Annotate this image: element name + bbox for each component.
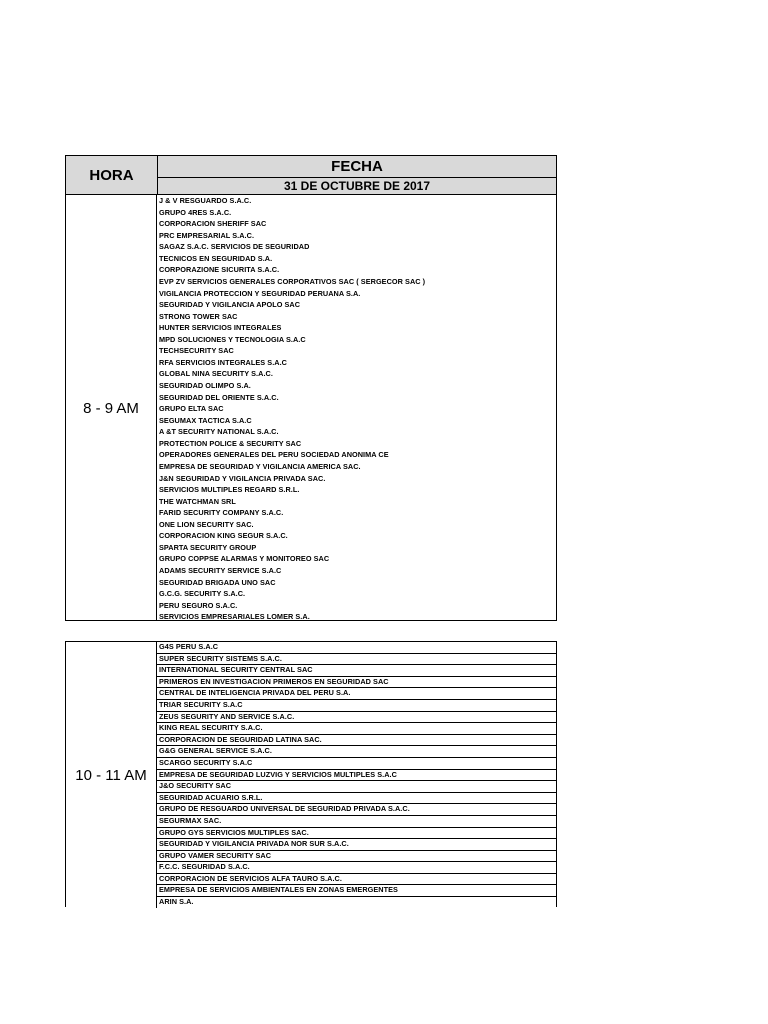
company-row: GLOBAL NINA SECURITY S.A.C. [159, 369, 273, 379]
company-row: SAGAZ S.A.C. SERVICIOS DE SEGURIDAD [159, 242, 310, 252]
company-row: SUPER SECURITY SISTEMS S.A.C. [157, 654, 556, 666]
fecha-header-group [158, 156, 556, 194]
time-block-2 [66, 642, 556, 908]
company-row: EMPRESA DE SEGURIDAD LUZVIG Y SERVICIOS MULTIPLES S.A.C [157, 770, 556, 782]
hora-header: HORA [66, 156, 158, 194]
company-row: MPD SOLUCIONES Y TECNOLOGIA S.A.C [159, 334, 306, 344]
schedule-table-1 [65, 155, 557, 621]
company-row: HUNTER SERVICIOS INTEGRALES [159, 323, 282, 333]
company-row: STRONG TOWER SAC [159, 311, 238, 321]
company-row: CORPORAZIONE SICURITA S.A.C. [159, 265, 280, 275]
company-row: TECHSECURITY SAC [159, 346, 234, 356]
fecha-header: FECHA [158, 156, 556, 178]
company-row: GRUPO VAMER SECURITY SAC [157, 851, 556, 863]
company-row: SCARGO SECURITY S.A.C [157, 758, 556, 770]
company-row: PRC EMPRESARIAL S.A.C. [159, 230, 255, 240]
company-row: J&O SECURITY SAC [157, 781, 556, 793]
company-row: ONE LION SECURITY SAC. [159, 519, 254, 529]
company-row: SEGURIDAD ACUARIO S.R.L. [157, 793, 556, 805]
company-row: SEGUMAX TACTICA S.A.C [159, 415, 252, 425]
company-row: CORPORACION SHERIFF SAC [159, 219, 267, 229]
company-row: G.C.G. SECURITY S.A.C. [159, 589, 246, 599]
company-row: OPERADORES GENERALES DEL PERU SOCIEDAD ANONIMA CE [159, 450, 389, 460]
company-row: CORPORACION KING SEGUR S.A.C. [159, 531, 288, 541]
time-slot-label: 8 - 9 AM [66, 195, 157, 621]
company-row: G4S PERU S.A.C [157, 642, 556, 654]
company-row: A &T SECURITY NATIONAL S.A.C. [159, 427, 279, 437]
company-row: SEGURIDAD OLIMPO S.A. [159, 381, 251, 390]
company-row: CORPORACION DE SERVICIOS ALFA TAURO S.A.C. [157, 874, 556, 886]
schedule-table-2 [65, 641, 557, 907]
company-row: J&N SEGURIDAD Y VIGILANCIA PRIVADA SAC. [159, 473, 326, 483]
company-row: G&G GENERAL SERVICE S.A.C. [157, 746, 556, 758]
company-row: SPARTA SECURITY GROUP [159, 542, 257, 552]
table-header [66, 156, 556, 195]
company-row: KING REAL SECURITY S.A.C. [157, 723, 556, 735]
company-list [157, 642, 556, 908]
company-row: PRIMEROS EN INVESTIGACION PRIMEROS EN SEGURIDAD SAC [157, 677, 556, 689]
company-row: EMPRESA DE SERVICIOS AMBIENTALES EN ZONAS EMERGENTES [157, 885, 556, 897]
time-slot-label: 10 - 11 AM [66, 642, 157, 908]
company-row: EMPRESA DE SEGURIDAD Y VIGILANCIA AMERICA SAC. [159, 461, 361, 471]
company-row: GRUPO 4RES S.A.C. [159, 207, 232, 217]
company-row: SEGURMAX SAC. [157, 816, 556, 828]
company-row: PROTECTION POLICE & SECURITY SAC [159, 438, 302, 448]
company-row: SEGURIDAD DEL ORIENTE S.A.C. [159, 392, 279, 402]
company-row: GRUPO GYS SERVICIOS MULTIPLES SAC. [157, 828, 556, 840]
company-row: SEGURIDAD Y VIGILANCIA PRIVADA NOR SUR S.A.C. [157, 839, 556, 851]
company-row: CENTRAL DE INTELIGENCIA PRIVADA DEL PERU S.A. [157, 688, 556, 700]
date-header: 31 DE OCTUBRE DE 2017 [158, 178, 556, 194]
company-row: PERU SEGURO S.A.C. [159, 600, 238, 610]
company-row: J & V RESGUARDO S.A.C. [159, 196, 252, 205]
time-block-1 [66, 195, 556, 621]
company-list [157, 195, 556, 621]
company-row: F.C.C. SEGURIDAD S.A.C. [157, 862, 556, 874]
company-row: SERVICIOS EMPRESARIALES LOMER S.A. [159, 612, 310, 621]
company-row: GRUPO DE RESGUARDO UNIVERSAL DE SEGURIDAD PRIVADA S.A.C. [157, 804, 556, 816]
company-row: ADAMS SECURITY SERVICE S.A.C [159, 566, 282, 575]
company-row: EVP ZV SERVICIOS GENERALES CORPORATIVOS SAC ( SERGECOR SAC ) [159, 276, 426, 286]
company-row: GRUPO COPPSE ALARMAS Y MONITOREO SAC [159, 554, 330, 564]
company-row: SEGURIDAD Y VIGILANCIA APOLO SAC [159, 300, 301, 310]
company-row: THE WATCHMAN SRL [159, 496, 236, 506]
company-row: GRUPO ELTA SAC [159, 404, 224, 414]
company-row: FARID SECURITY COMPANY S.A.C. [159, 508, 284, 518]
company-row: SEGURIDAD BRIGADA UNO SAC [159, 577, 276, 587]
company-row: RFA SERVICIOS INTEGRALES S.A.C [159, 357, 287, 367]
company-row: ARIN S.A. [157, 897, 556, 908]
company-row: CORPORACION DE SEGURIDAD LATINA SAC. [157, 735, 556, 747]
company-row: TECNICOS EN SEGURIDAD S.A. [159, 253, 273, 263]
company-row: TRIAR SECURITY S.A.C [157, 700, 556, 712]
company-row: VIGILANCIA PROTECCION Y SEGURIDAD PERUANA S.A. [159, 288, 361, 298]
company-row: ZEUS SEGURITY AND SERVICE S.A.C. [157, 712, 556, 724]
company-row: INTERNATIONAL SECURITY CENTRAL SAC [157, 665, 556, 677]
company-row: SERVICIOS MULTIPLES REGARD S.R.L. [159, 485, 300, 495]
